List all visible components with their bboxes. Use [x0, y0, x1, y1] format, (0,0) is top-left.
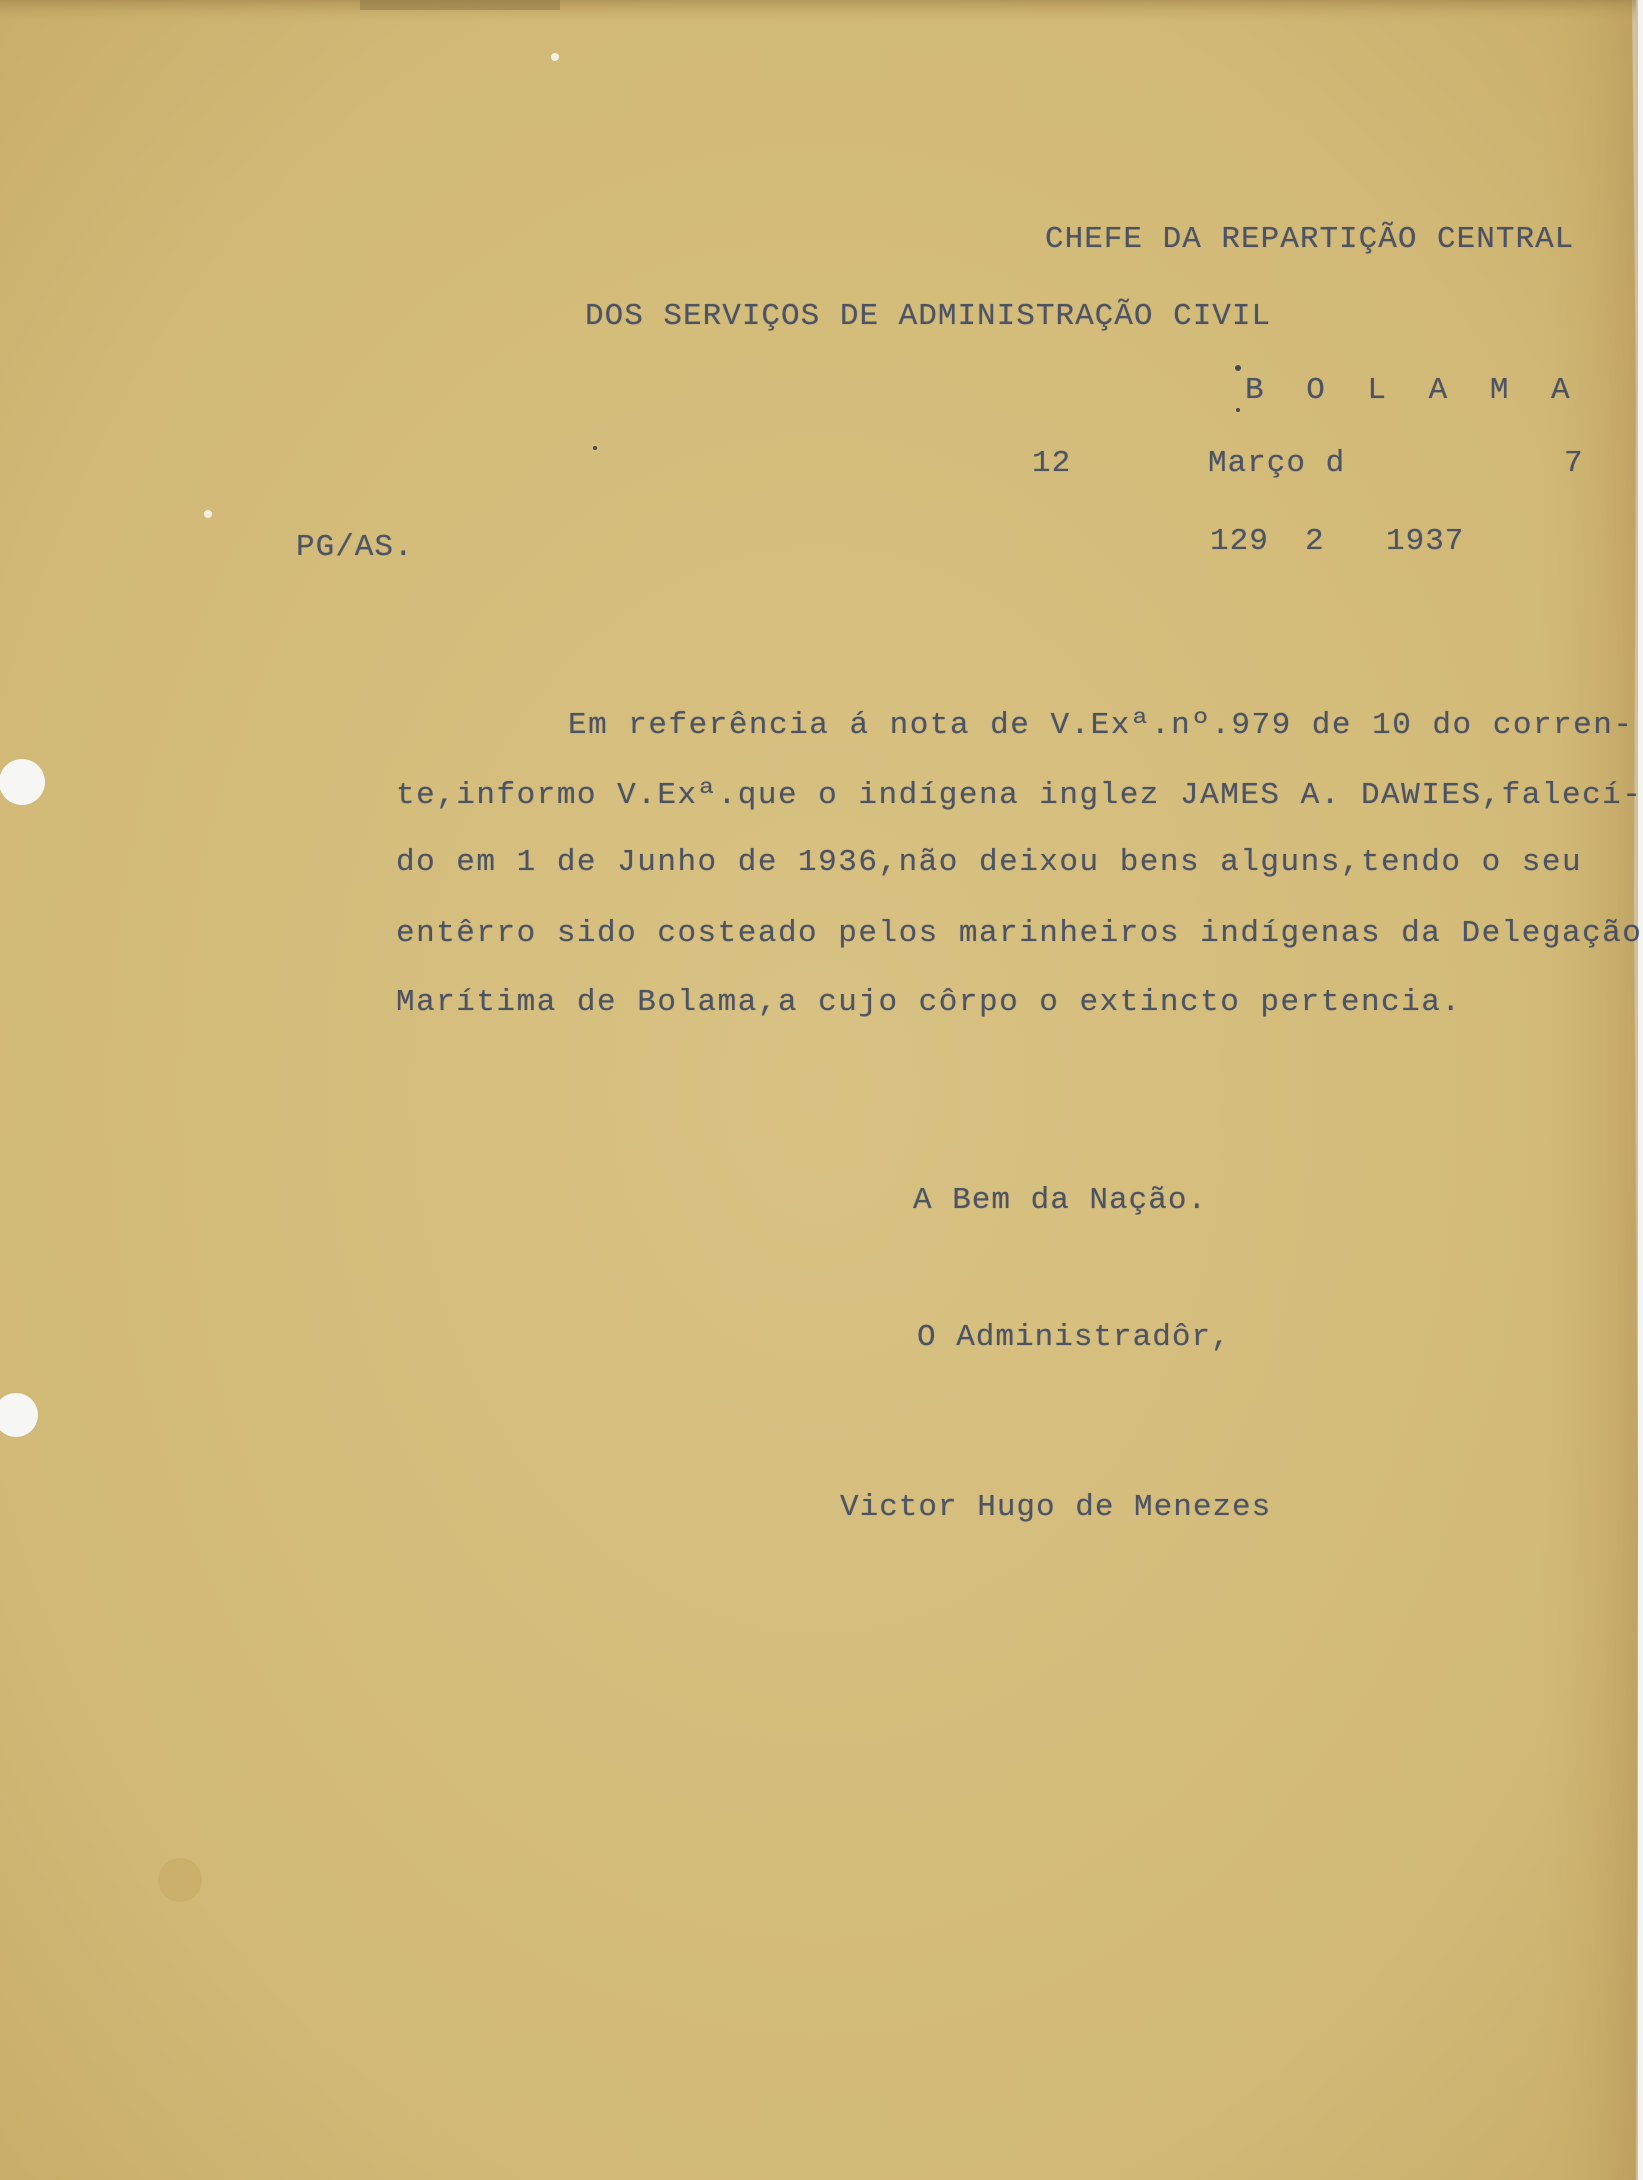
signatory-name: Victor Hugo de Menezes: [840, 1490, 1272, 1525]
date-day: 12: [1032, 446, 1072, 481]
closing-salutation: A Bem da Nação.: [913, 1183, 1208, 1218]
record-number-1: 129: [1210, 524, 1269, 559]
body-line-2: te,informo V.Exª.que o indígena inglez JAMES A. DAWIES,falecí-: [396, 778, 1643, 813]
body-line-5: Marítima de Bolama,a cujo côrpo o extincto pertencia.: [396, 985, 1462, 1020]
body-line-1: Em referência á nota de V.Exª.nº.979 de 10 do corren-: [568, 708, 1634, 743]
record-year: 1937: [1386, 524, 1465, 559]
heading-line-1: CHEFE DA REPARTIÇÃO CENTRAL: [1045, 222, 1575, 257]
date-year-digit: 7: [1564, 446, 1584, 481]
signatory-title: O Administradôr,: [917, 1320, 1231, 1355]
reference-code: PG/AS.: [296, 530, 414, 565]
body-line-3: do em 1 de Junho de 1936,não deixou bens alguns,tendo o seu: [396, 845, 1583, 880]
record-number-2: 2: [1305, 524, 1325, 559]
body-line-4: entêrro sido costeado pelos marinheiros indígenas da Delegação: [396, 916, 1643, 951]
heading-line-2: DOS SERVIÇOS DE ADMINISTRAÇÃO CIVIL: [585, 299, 1272, 334]
place-name: B O L A M A: [1245, 373, 1582, 408]
date-month: Março d: [1208, 446, 1346, 481]
